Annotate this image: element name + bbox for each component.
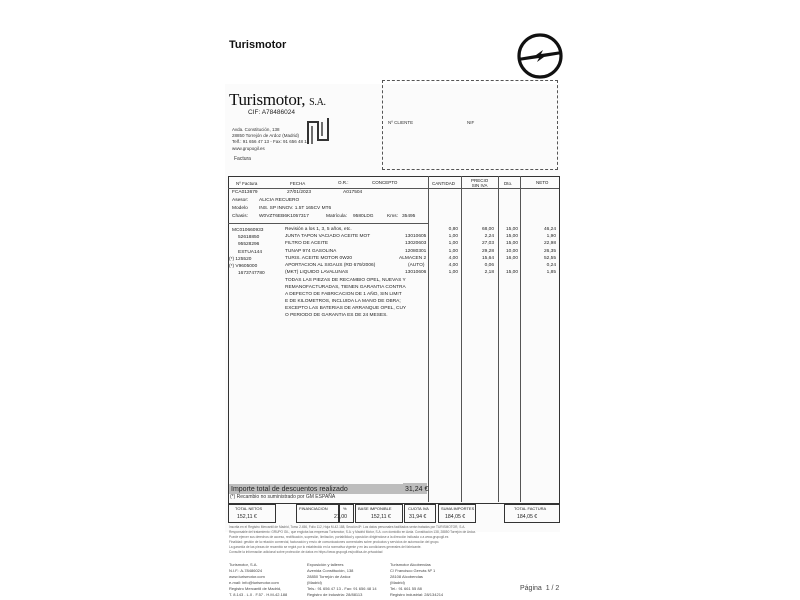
line-code: 1673747780 — [238, 271, 265, 276]
line-qty: 1,00 — [448, 249, 458, 254]
line-ref: (AUTO) — [408, 263, 425, 268]
line-qty: 4,00 — [448, 256, 458, 261]
footer-col2-line: Avenida Constitución, 138 — [307, 568, 354, 573]
line-dto: 15,00 — [505, 234, 518, 239]
total-netos-value: 152,11 € — [237, 514, 257, 520]
footer-col3-line: 28108 Alcobendas — [390, 574, 423, 579]
line-dto: 16,00 — [505, 256, 518, 261]
discount-note: (*) Recambio no suministrado por GM ESPAÑA — [230, 494, 336, 500]
legal-line: La garantía de las piezas de recambio se regirá por lo establecido en la normativa vigente y en las condiciones generales del fabricante. — [229, 545, 422, 549]
footer-col3-line: C/ Francisco Gervás Nº 1 — [390, 568, 436, 573]
line-net: 52,55 — [543, 256, 556, 261]
company-address-line: Avda. Constitución, 138 — [232, 127, 280, 132]
asesor-name: ALICIA RECUERO — [259, 198, 300, 203]
total-netos-label: TOTAL NETOS — [235, 506, 263, 511]
brand-title: Turismotor — [229, 39, 287, 51]
invoice-table — [228, 176, 560, 504]
kms-label: Kms: — [387, 214, 398, 219]
footer-col1-line: T. 8.143 . L.0 . F.57 . H.M-42.188 — [229, 592, 288, 597]
base-value: 152,11 € — [371, 514, 391, 520]
company-website: www.grupogil.es — [232, 146, 265, 151]
header-neto: NETO — [536, 180, 549, 185]
line-desc: TUNAP 974 GASOLINA — [285, 249, 337, 254]
line-code: (*) V9605000 — [229, 264, 258, 269]
line-price: 15,64 — [481, 256, 494, 261]
line-net: 1,85 — [546, 270, 556, 275]
chasis-label: Chasis: — [232, 214, 248, 219]
warranty-line: A DEFECTO DE FABRICACION DE 1 AÑO, SIN LIMIT — [285, 292, 402, 297]
kms-value: 35495 — [402, 214, 416, 219]
company-cif: CIF: A78486024 — [248, 109, 295, 116]
company-address-line: 28850 Torrejón de Ardoz (Madrid) — [232, 133, 299, 138]
line-net: 1,90 — [546, 234, 556, 239]
footer-col2-line: Registro de industria: 28/88113 — [307, 592, 363, 597]
warranty-line: O PERIODO DE GARANTIA ES DE 24 MESES. — [285, 313, 388, 318]
line-desc: TURIS. ACEITE MOTOR 0W20 — [285, 256, 353, 261]
header-concepto: CONCEPTO — [372, 180, 398, 185]
discount-amount: 31,24 € — [405, 486, 429, 493]
footer-col3-line: (Madrid) — [390, 580, 405, 585]
line-qty: 1,00 — [448, 234, 458, 239]
company-emblem-icon — [304, 114, 332, 150]
legal-line: Consulte la información adicional sobre protección de datos en https://www.grupogil.es/politica-de-privacidad — [229, 550, 383, 554]
line-ref: 13010605 — [405, 234, 427, 239]
line-desc: Revisión a los 1, 3, 5 años, etc. — [285, 227, 352, 232]
legal-line: Finalidad: gestión de la relación comercial, facturación y envío de comunicaciones comerciales sobre productos y servicios de automoción del grupo. — [229, 540, 440, 544]
legal-line: Puede ejercer sus derechos de acceso, rectificación, supresión, limitación, portabilidad y oposición dirigiéndose a la dirección indicada o a www.grupogil.es — [229, 535, 449, 539]
line-ref: 12080301 — [405, 249, 427, 254]
company-name: Turismotor, S.A. — [229, 90, 326, 109]
client-number-label: Nº CLIENTE — [388, 120, 414, 125]
footer-col2-line: (Madrid) — [307, 580, 322, 585]
line-ref: ALMACEN 2 — [399, 256, 427, 261]
header-precio: PRECIO SIN IVA — [471, 178, 489, 188]
line-desc: JUNTA TAPON VACIADO ACEITE MOT — [285, 234, 371, 239]
legal-line: Inscrita en el Registro Mercantil de Madrid, Tomo 2.456, Folio 112, Hoja M-42.188, Sección 8ª. Los datos personales facilitados serán tratados por TURISMOTOR, S.A. — [229, 525, 466, 529]
line-net: 0,24 — [546, 263, 556, 268]
line-desc: (MKT) LIQUIDO LAVALUNAS — [285, 270, 349, 275]
line-desc: FILTRO DE ACEITE — [285, 241, 329, 246]
line-qty: 4,00 — [448, 263, 458, 268]
line-price: 29,28 — [481, 249, 494, 254]
header-n-factura: Nº Factura — [236, 181, 258, 186]
header-fecha: FECHA — [290, 181, 306, 186]
factura-label: Factura — [234, 156, 251, 162]
line-price: 2,18 — [484, 270, 494, 275]
modelo-label: Modelo — [232, 206, 248, 211]
footer-col3-line: Turismotor Alcobendas — [390, 562, 431, 567]
chasis-value: W0VZT6EB6K1057317 — [259, 214, 309, 219]
warranty-line: TODAS LAS PIEZAS DE RECAMBIO OPEL, NUEVAS Y — [285, 278, 406, 283]
line-code: MC010660933 — [232, 228, 264, 233]
footer-col2-line: Exposición y talleres — [307, 562, 344, 567]
table-col-divider — [520, 176, 521, 502]
discount-label: Importe total de descuentos realizado — [231, 486, 348, 493]
footer-col1-line: Registro Mercantil de Madrid, — [229, 586, 282, 591]
line-qty: 0,80 — [448, 227, 458, 232]
warranty-line: EXCEPTO LAS BATERIAS DE ARRANQUE OPEL, CUY — [285, 306, 407, 311]
invoice-or-number: A017504 — [343, 190, 363, 195]
line-qty: 1,00 — [448, 270, 458, 275]
line-net: 46,24 — [543, 227, 556, 232]
footer-col1-line: www.turismotor.com — [229, 574, 265, 579]
total-factura-value: 184,05 € — [517, 514, 538, 520]
asesor-label: Asesor: — [232, 198, 249, 203]
company-phone: Telf.: 91 656 47 13 - Fax: 91 656 48 14 — [232, 139, 310, 144]
line-price: 0,06 — [484, 263, 494, 268]
cuota-label: CUOTA IVA — [408, 506, 429, 511]
table-col-divider — [428, 176, 429, 502]
modelo-value: INS. SP INNOV. 1.5T 165CV MT6 — [259, 206, 332, 211]
table-col-divider — [461, 176, 462, 502]
line-net: 22,98 — [543, 241, 556, 246]
header-or: O.R.: — [338, 180, 349, 185]
footer-col3-line: Tel.: 91 661 55 88 — [390, 586, 422, 591]
line-qty: 1,00 — [448, 241, 458, 246]
invoice-date: 27/01/2023 — [287, 190, 312, 195]
opel-logo-icon — [516, 32, 564, 80]
suma-value: 184,05 € — [445, 514, 466, 520]
cuota-value: 31,94 € — [409, 514, 427, 520]
warranty-line: REMANOFACTURADAS, TIENEN GARANTIA CONTRA — [285, 285, 406, 290]
line-price: 68,00 — [481, 227, 494, 232]
footer-col1-line: e-mail: info@turismotor.com — [229, 580, 279, 585]
pct-label: % — [343, 506, 347, 511]
table-header-divider — [228, 188, 559, 189]
line-dto: 10,00 — [505, 249, 518, 254]
line-code: 95528296 — [238, 242, 260, 247]
table-col-divider — [498, 176, 499, 502]
page-number: Página 1 / 2 — [520, 585, 560, 592]
line-ref: 13020603 — [405, 241, 427, 246]
footer-col3-line: Registro industrial: 28/134214 — [390, 592, 444, 597]
line-price: 27,03 — [481, 241, 494, 246]
line-dto: 15,00 — [505, 227, 518, 232]
base-label: BASE IMPONIBLE — [358, 506, 392, 511]
line-net: 26,35 — [543, 249, 556, 254]
header-dto: Dto. — [504, 181, 513, 186]
line-desc: APORTACION AL SIGAUS (RD 679/2006) — [285, 263, 376, 268]
financiacion-label: FINANCIACION — [299, 506, 328, 511]
invoice-number: FCA013679 — [232, 190, 258, 195]
total-factura-label: TOTAL FACTURA — [514, 506, 547, 511]
matricula-label: Matrícula: — [326, 214, 348, 219]
footer-col2-line: Tels.: 91 656 47 13 - Fax: 91 656 48 14 — [307, 586, 377, 591]
pct-value: 21,00 — [334, 514, 347, 520]
line-price: 2,24 — [484, 234, 494, 239]
client-nif-label: NIF — [467, 120, 475, 125]
line-code: (*) 125520 — [229, 257, 252, 262]
line-ref: 13010606 — [405, 270, 427, 275]
header-cantidad: CANTIDAD — [432, 181, 456, 186]
line-code: ESTUA144 — [238, 250, 262, 255]
line-code: 52618850 — [238, 235, 260, 240]
matricula-value: 9580LDG — [353, 214, 374, 219]
warranty-line: E DE KILOMETROS, INCLUIDA LA MANO DE OBRA; — [285, 299, 401, 304]
line-dto: 15,00 — [505, 270, 518, 275]
suma-label: SUMA IMPORTES — [441, 506, 475, 511]
footer-col2-line: 28850 Torrejón de Ardoz — [307, 574, 351, 579]
table-info-divider — [228, 223, 428, 224]
legal-line: Responsable del tratamiento: GRUPO GIL, que engloba las empresas Turismotor, S.A. y Madrid Motor, S.A. con domicilio en Avda. Constitución 138, 28850 Torrejón de Ardoz. — [229, 530, 477, 534]
line-dto: 15,00 — [505, 241, 518, 246]
footer-col1-line: N.I.F.: A-78486024 — [229, 568, 263, 573]
footer-col1-line: Turismotor, S.A. — [229, 562, 258, 567]
